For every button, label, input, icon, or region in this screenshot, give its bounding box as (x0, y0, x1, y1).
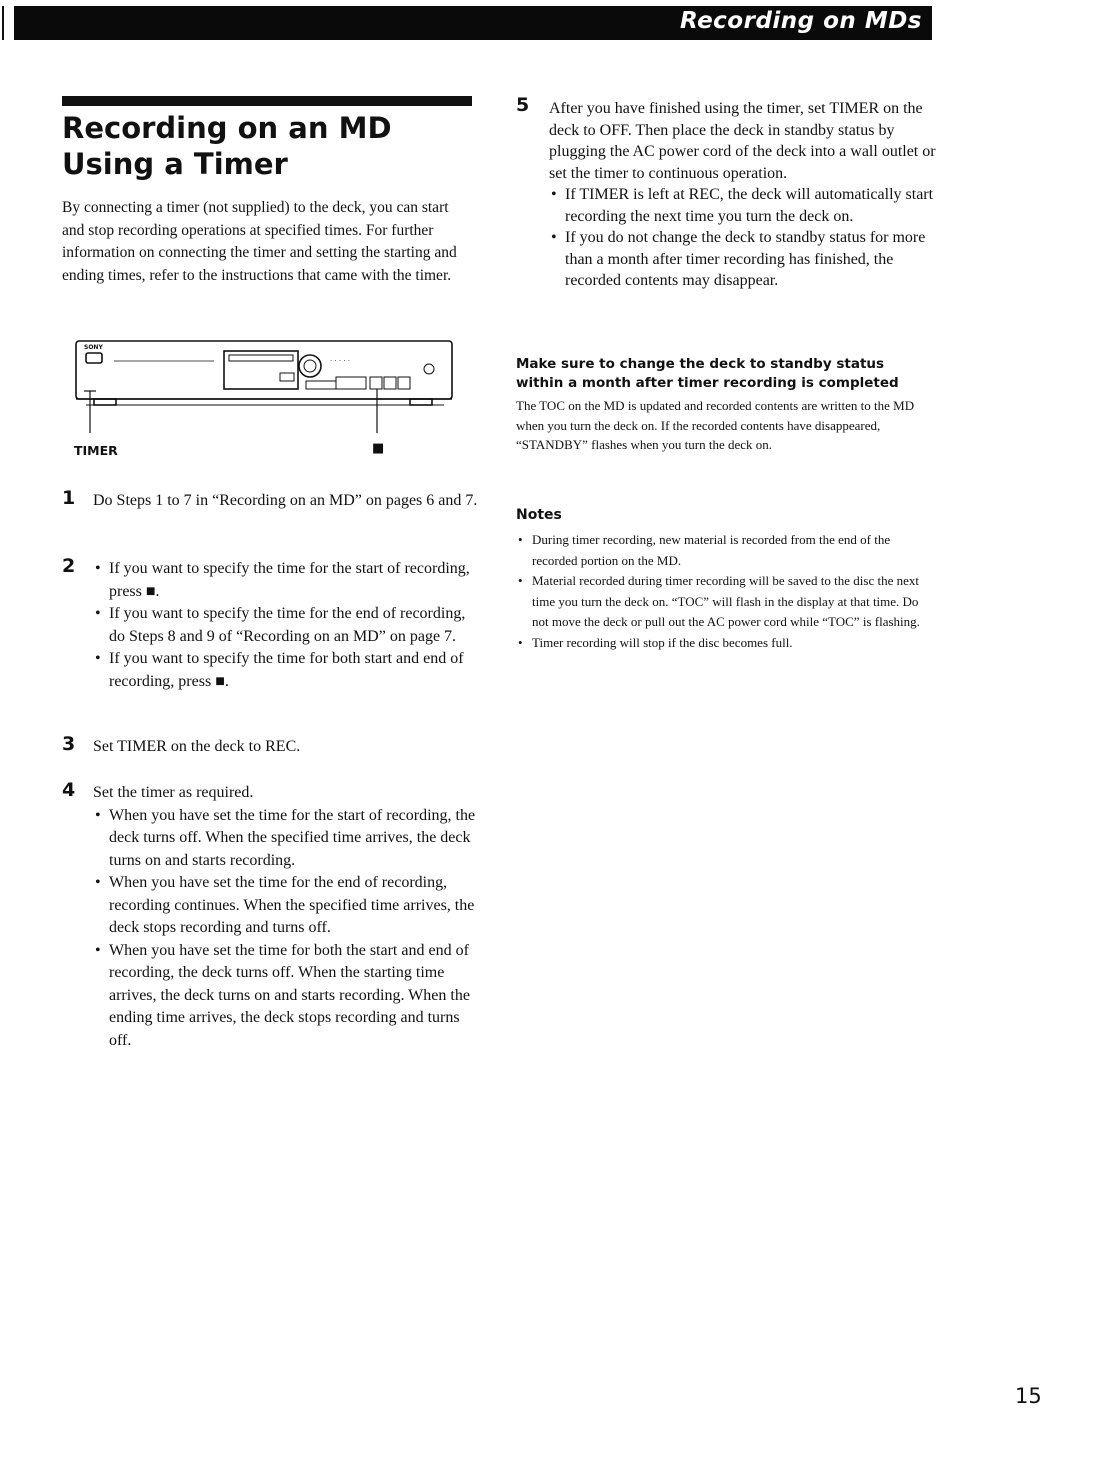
deck-illustration (74, 333, 464, 463)
notes-heading: Notes (516, 507, 562, 523)
step-number: 4 (62, 779, 76, 801)
list-item: • If you want to specify the time for the start of recording, press ■. (93, 558, 482, 603)
step-number: 5 (516, 94, 530, 116)
section-rule (62, 96, 472, 106)
step-3 (62, 733, 482, 759)
list-item: • When you have set the time for the start of recording, the deck turns off. When the specified time arrives, the deck turns on and starts recording. (93, 805, 482, 873)
step-number: 2 (62, 555, 76, 577)
timer-switch-label: TIMER (74, 443, 118, 458)
page-number: 15 (1015, 1384, 1042, 1408)
notes-list (516, 530, 936, 653)
stop-button-label: ■ (372, 441, 385, 456)
chapter-title: Recording on MDs (680, 8, 922, 34)
list-item: • If TIMER is left at REC, the deck will automatically start recording the next time you turn the deck on. (549, 184, 936, 227)
intro-paragraph: By connecting a timer (not supplied) to the deck, you can start and stop recording operations at specified times. For further information on connecting the timer and setting the starting and ending times, refer to the instructions that came with the timer. (62, 199, 457, 284)
list-item: • When you have set the time for both the start and end of recording, the deck turns off. When the starting time arrives, the deck turns on and starts recording. When the ending time arrives, the deck stops recording and turns off. (93, 940, 482, 1053)
step-number: 1 (62, 487, 76, 509)
page-edge-mark (2, 6, 4, 40)
list-item: • When you have set the time for the end of recording, recording continues. When the specified time arrives, the deck stops recording and turns off. (93, 872, 482, 940)
step-text: Set TIMER on the deck to REC. (93, 738, 301, 755)
standby-note-text: The TOC on the MD is updated and recorded contents are written to the MD when you turn the deck on. If the recorded contents have disappeared, “STANDBY” flashes when you turn the deck on. (516, 398, 915, 452)
svg-text:· · · · ·: · · · · · (330, 357, 351, 365)
step-text: Do Steps 1 to 7 in “Recording on an MD” on pages 6 and 7. (93, 492, 478, 509)
chapter-header-bar (14, 6, 932, 40)
list-item: • Timer recording will stop if the disc becomes full. (516, 633, 936, 654)
step-number: 3 (62, 733, 76, 755)
brand-logo: SONY (84, 344, 103, 351)
step-1 (62, 487, 482, 513)
list-item: • Material recorded during timer recording will be saved to the disc the next time you turn the deck on. “TOC” will flash in the display at that time. Do not move the deck or pull out the AC power cord while “TOC” is flashing. (516, 571, 936, 633)
step-4 (62, 779, 482, 1052)
section-title: Recording on an MD Using a Timer (62, 111, 392, 181)
step-text: After you have finished using the timer, set TIMER on the deck to OFF. Then place the deck in standby status by plugging the AC power cord of the deck into a wall outlet or set the timer to continuous operation. (549, 100, 936, 182)
standby-note-heading: Make sure to change the deck to standby status within a month after timer recording is completed (516, 356, 899, 391)
step-2 (62, 555, 482, 693)
step-text: Set the timer as required. (93, 784, 254, 801)
md-deck-front-panel-drawing (74, 333, 464, 443)
list-item: • If you do not change the deck to standby status for more than a month after timer recording has finished, the recorded contents may disappear. (549, 227, 936, 292)
list-item: • During timer recording, new material is recorded from the end of the recorded portion on the MD. (516, 530, 936, 571)
list-item: • If you want to specify the time for the end of recording, do Steps 8 and 9 of “Recording on an MD” on page 7. (93, 603, 482, 648)
step-5 (516, 94, 936, 292)
list-item: • If you want to specify the time for both start and end of recording, press ■. (93, 648, 482, 693)
